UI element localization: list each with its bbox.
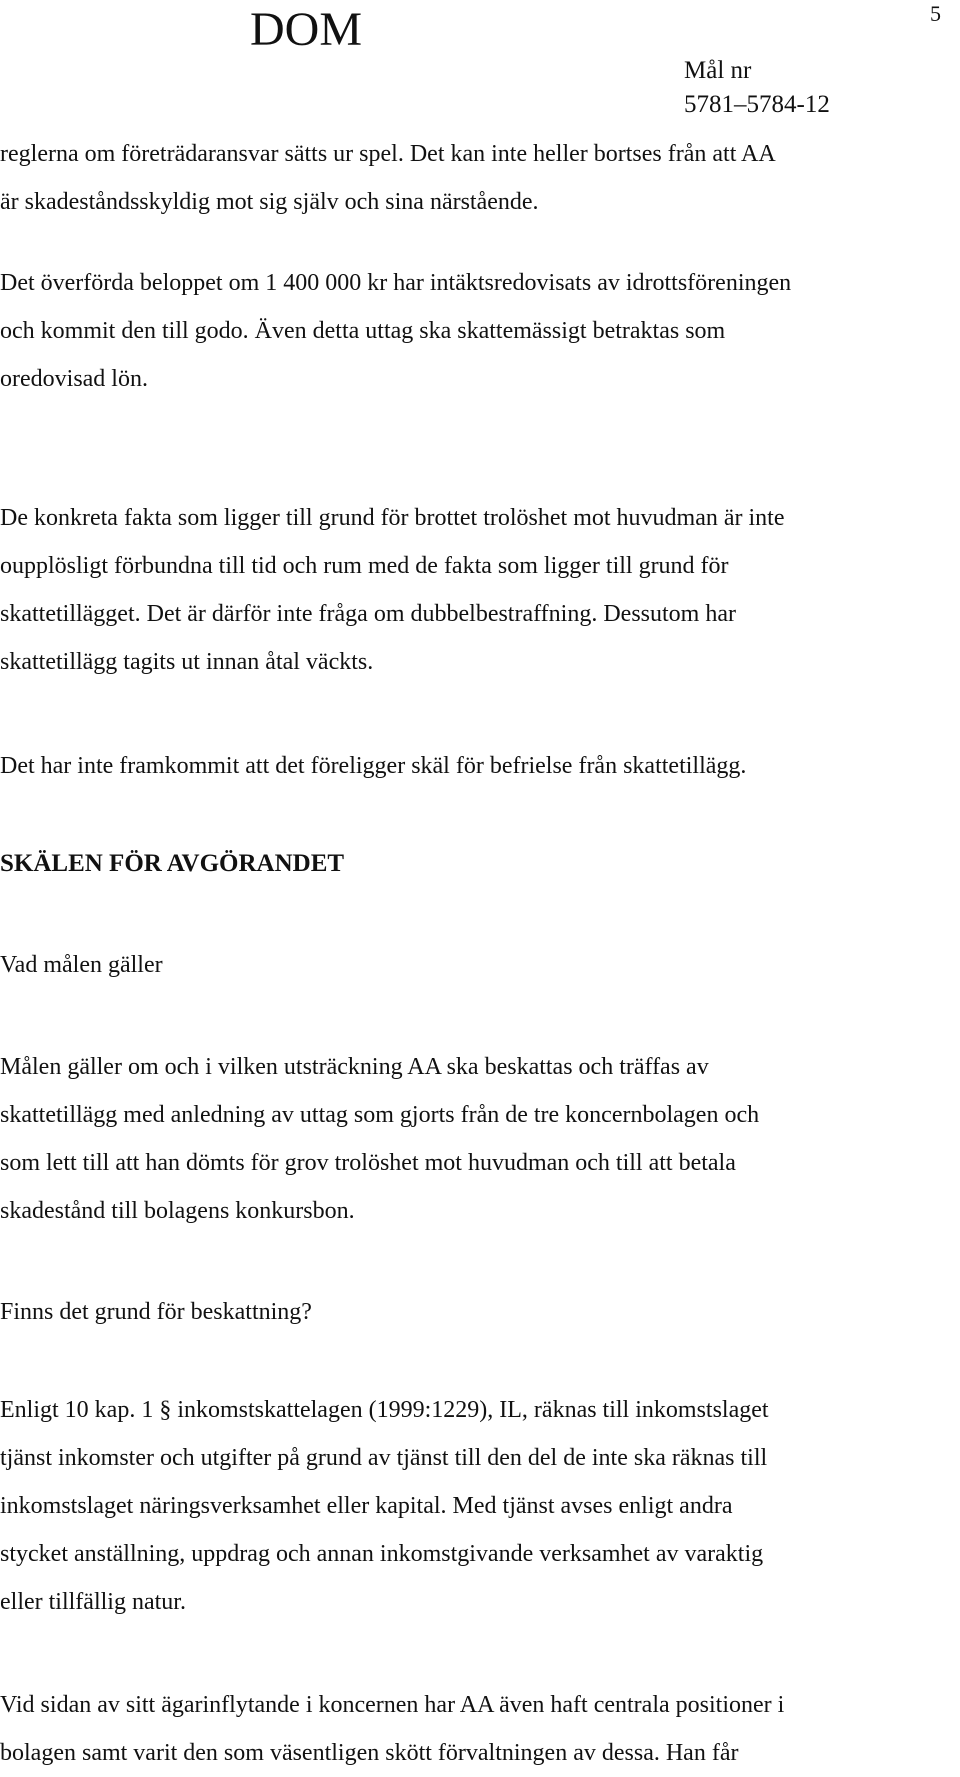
paragraph-ownership-influence: [0, 1681, 956, 1777]
text-line: bolagen samt varit den som väsentligen skött förvaltningen av dessa. Han får: [0, 1740, 739, 1766]
text-line: och kommit den till godo. Även detta uttag ska skattemässigt betraktas som: [0, 318, 726, 344]
text-line: inkomstslaget näringsverksamhet eller kapital. Med tjänst avses enligt andra: [0, 1493, 733, 1519]
subheading-grounds-for-taxation: Finns det grund för beskattning?: [0, 1299, 312, 1325]
text-line: stycket anställning, uppdrag och annan inkomstgivande verksamhet av varaktig: [0, 1541, 764, 1567]
page-number: 5: [930, 1, 941, 26]
text-line: skadestånd till bolagens konkursbon.: [0, 1198, 355, 1224]
text-line: som lett till att han dömts för grov trolöshet mot huvudman och till att betala: [0, 1150, 736, 1176]
text-line: oredovisad lön.: [0, 366, 148, 392]
text-line: Det har inte framkommit att det föreligger skäl för befrielse från skattetillägg.: [0, 753, 747, 779]
text-line: Det överförda beloppet om 1 400 000 kr har intäktsredovisats av idrottsföreningen: [0, 270, 792, 296]
text-line: De konkreta fakta som ligger till grund för brottet trolöshet mot huvudman är inte: [0, 505, 785, 531]
text-line: Vid sidan av sitt ägarinflytande i koncernen har AA även haft centrala positioner i: [0, 1692, 785, 1718]
text-line: skattetillägg med anledning av uttag som gjorts från de tre koncernbolagen och: [0, 1102, 760, 1128]
text-line: oupplösligt förbundna till tid och rum med de fakta som ligger till grund för: [0, 553, 729, 579]
text-line: Målen gäller om och i vilken utsträckning AA ska beskattas och träffas av: [0, 1054, 709, 1080]
text-line: eller tillfällig natur.: [0, 1589, 186, 1615]
section-heading: SKÄLEN FÖR AVGÖRANDET: [0, 850, 345, 877]
paragraph-income-tax-law: [0, 1386, 956, 1626]
paragraph-transfer: [0, 259, 956, 403]
case-number-label: Mål nr: [684, 57, 752, 84]
text-line: skattetillägget. Det är därför inte fråga om dubbelbestraffning. Dessutom har: [0, 601, 736, 627]
paragraph-double-jeopardy: [0, 494, 956, 686]
text-line: reglerna om företrädaransvar sätts ur spel. Det kan inte heller bortses från att AA: [0, 141, 776, 167]
paragraph-intro: [0, 130, 956, 226]
document-title: DOM: [250, 3, 363, 56]
text-line: skattetillägg tagits ut innan åtal väckts.: [0, 649, 374, 675]
text-line: Enligt 10 kap. 1 § inkomstskattelagen (1999:1229), IL, räknas till inkomstslaget: [0, 1397, 769, 1423]
text-line: tjänst inkomster och utgifter på grund av tjänst till den del de inte ska räknas till: [0, 1445, 768, 1471]
paragraph-cases-concern: [0, 1043, 956, 1235]
case-number: 5781–5784-12: [684, 91, 830, 118]
subheading-what-cases-concern: Vad målen gäller: [0, 952, 163, 978]
paragraph-no-exemption: [0, 742, 956, 790]
text-line: är skadeståndsskyldig mot sig själv och sina närstående.: [0, 189, 539, 215]
